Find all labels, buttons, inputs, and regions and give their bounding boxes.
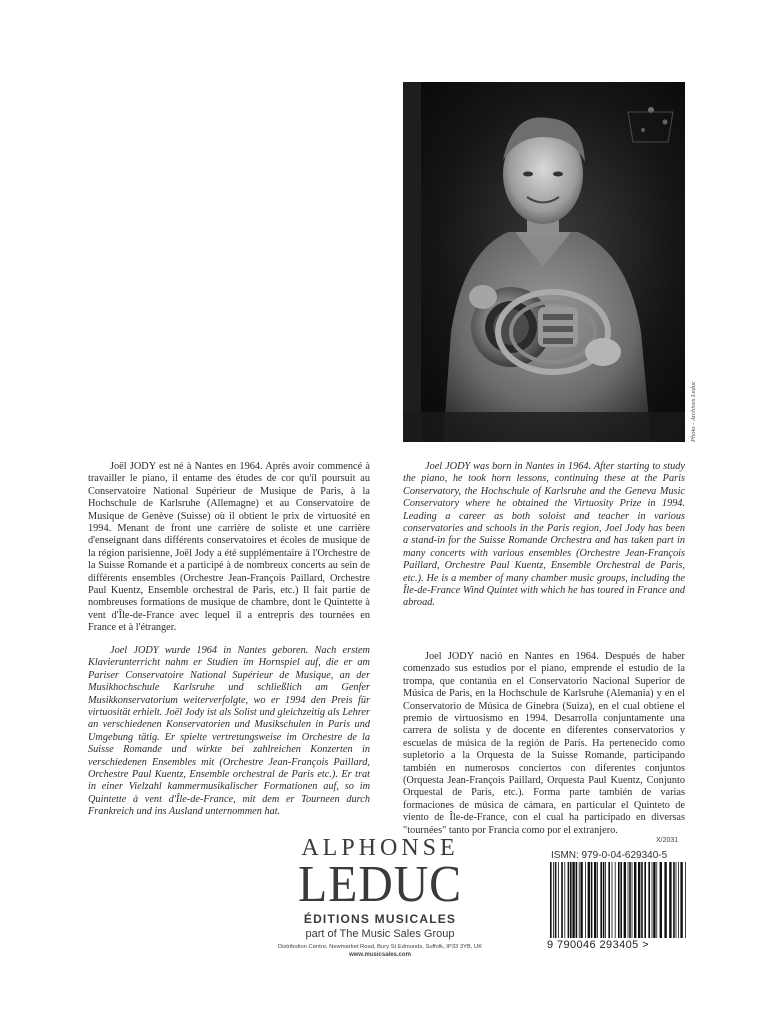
distribution-address: Distribution Centre, Newmarket Road, Bury St Edmunds, Suffolk, IP33 3YB, UK	[277, 944, 483, 950]
publisher-group: part of The Music Sales Group	[305, 928, 455, 940]
publisher-website: www.musicsales.com	[349, 952, 411, 958]
publisher-name-line1: ALPHONSE	[301, 835, 459, 861]
photo-credit: Photo - Archives Leduc	[690, 381, 697, 442]
ismn-label: ISMN: 979-0-04-629340-5	[551, 850, 668, 861]
publisher-name-line2: LEDUC	[297, 856, 463, 913]
portrait-photo	[403, 82, 685, 442]
biography-french: Joël JODY est né à Nantes en 1964. Après avoir commencé à travailler le piano, il entame des études de cor qu'il poursuit au Conservatoire National Supérieur de Musique de Paris, à la Hochschule de Karlsruhe (Allemagne) et au Conservatoire de Musique de Genève (Suisse) où il obtient le prix de virtuosité en 1994. Menant de front une carrière de soliste et une carrière d'enseignant dans différents conservatoires et écoles de musique de la région parisienne, Joël Jody a été supplémentaire à l'Orchestre de la Suisse Romande et a participé à de nombreux concerts au sein de différents ensembles (Orchestre Jean-François Paillard, Orchestre Paul Kuentz, Ensemble orchestral de Paris, etc.) Il fait partie de nombreuses formations de musique de chambre, dont le Quintette à vent d'Île-de-France avec lequel il a entrepris des tournées en France et à l'étranger.	[88, 461, 370, 634]
barcode-image	[548, 862, 688, 942]
catalog-number: X/2031	[656, 837, 679, 844]
biography-german: Joel JODY wurde 1964 in Nantes geboren. Nach erstem Klavierunterricht nahm er Studien im Hornspiel auf, die er am Pariser Conservatoire National Supérieur de Musique, an der Musikhochschule Karlsruhe und schließlich am Genfer Musikkonservatorium weiterverfolgte, wo er 1994 den Preis für virtuosität erhielt. Joël Jody ist als Solist und gleichzeitig als Lehrer an verschiedenen Konservatorien und Musikschulen in Paris und Umgebung tätig. Er spielte vertretungsweise im Orchestre de la Suisse Romande und wirkte bei zahlreichen Konzerten in verschiedenen Ensembles mit (Orchestre Jean-François Paillard, Orchestre Paul Kuentz, Ensemble orchestral de Paris etc.). Er trat in einer Vielzahl kammermusikalischer Formationen auf, so im Quintette à vent d'Île-de-France, mit dem er Tourneen durch Frankreich und ins Ausland unternommen hat.	[88, 645, 370, 818]
publisher-editions: ÉDITIONS MUSICALES	[303, 912, 457, 926]
publisher-logo	[240, 836, 520, 958]
biography-english: Joel JODY was born in Nantes in 1964. After starting to study the piano, he took horn lessons, continuing these at the Paris Conservatory, the Hochschule of Karlsruhe and the Geneva Music Conservatory where he obtained the Virtuosity Prize in 1994. Leading a career as both soloist and teacher in various conservatories and schools in the Paris region, Joel Jody has been a stand-in for the Suisse Romande Orchestra and has taken part in many concerts with various ensembles (Orchestre Jean-François Paillard, Orchestre Paul Kuentz, Ensemble Orchestral de Paris, etc.). He is a member of many chamber music groups, including the Île-de-France Wind Quintet with which he has toured in France and abroad.	[403, 461, 685, 609]
biography-spanish: Joel JODY nació en Nantes en 1964. Después de haber comenzado sus estudios por el piano, emprende el estudio de la trompa, que contanúa en el Conservatorio Nacional Superior de Música de Paris, en la Hochschule de Karlsruhe (Alemania) y en el Conservatorio de Música de Ginebra (Suiza), en el cual obtiene el premio de virtuosismo en 1994. Desarrolla conjuntamente una carrera de solista y de docente en diferentes conservatorios y escuelas de música de la región de París. Ha pertenecido como supletorio a la Orquesta de la Suisse Romande, participando también en numerosos conciertos con diferentes conjuntos (Orquesta Jean-François Paillard, Orquesta Paul Kuentz, Conjunto Orquestal de Paris, etc.). Forma parte también de varias formaciones de música de cámara, en particular el Quinteto de viento de Île-de-France, con el cual ha participado en diversas "tournées" tanto por Francia como por el extranjero.	[403, 651, 685, 836]
portrait-illustration	[403, 82, 685, 442]
barcode-digits: 9 790046 293405 >	[547, 939, 649, 951]
